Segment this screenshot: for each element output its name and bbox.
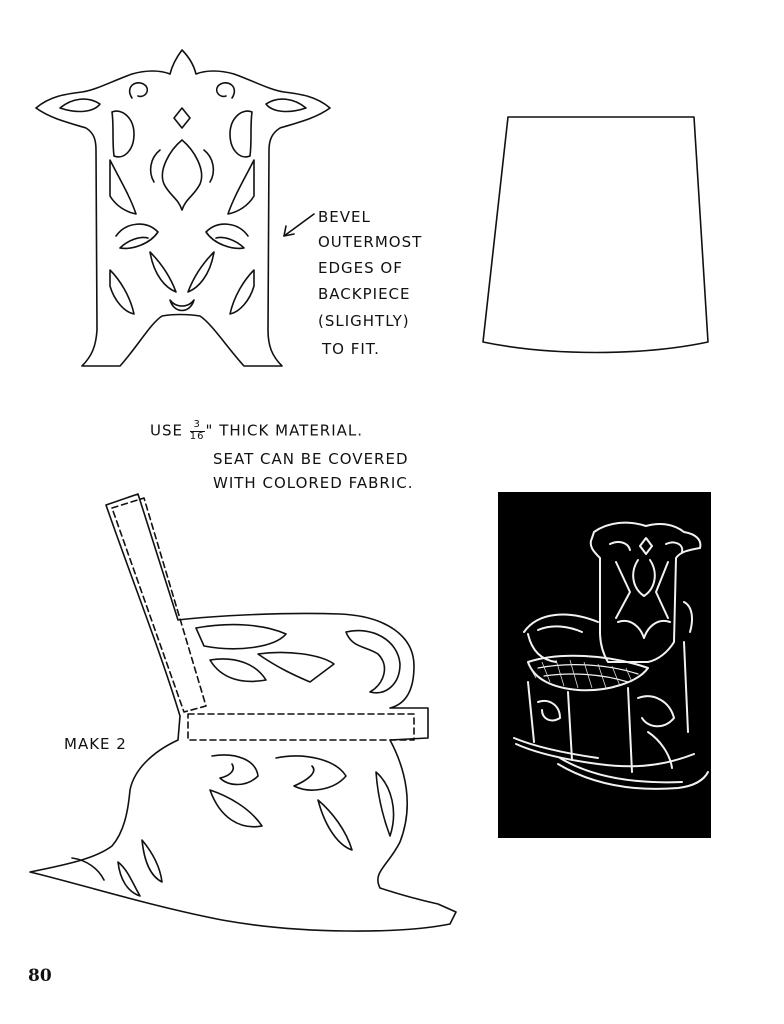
material-note-line-1 xyxy=(150,420,363,442)
page-number: 80 xyxy=(28,966,52,986)
seat-pattern xyxy=(483,117,708,353)
fraction-numerator: 3 xyxy=(190,420,205,432)
bevel-note-line-3: EDGES OF xyxy=(318,259,403,277)
material-thick-text: THICK MATERIAL. xyxy=(219,421,364,440)
material-note-line-2: SEAT CAN BE COVERED xyxy=(213,450,409,468)
fraction-denominator: 16 xyxy=(189,430,205,442)
material-note-line-3: WITH COLORED FABRIC. xyxy=(213,474,414,492)
rocking-chair-illustration xyxy=(498,492,711,838)
bevel-arrow xyxy=(284,214,314,236)
material-use-text: USE xyxy=(150,421,183,440)
side-piece-pattern xyxy=(30,494,456,931)
make-two-label: MAKE 2 xyxy=(64,735,127,753)
bevel-note-line-4: BACKPIECE xyxy=(318,285,411,303)
finished-rocking-chair-photo xyxy=(498,492,711,838)
backpiece-pattern xyxy=(36,50,330,366)
bevel-note-line-6: TO FIT. xyxy=(322,340,380,358)
bevel-note-line-2: OUTERMOST xyxy=(318,233,423,251)
inch-mark: " xyxy=(205,421,214,440)
thickness-fraction xyxy=(190,420,205,442)
bevel-note-line-5: (SLIGHTLY) xyxy=(318,312,410,330)
bevel-note-line-1: BEVEL xyxy=(318,208,371,226)
